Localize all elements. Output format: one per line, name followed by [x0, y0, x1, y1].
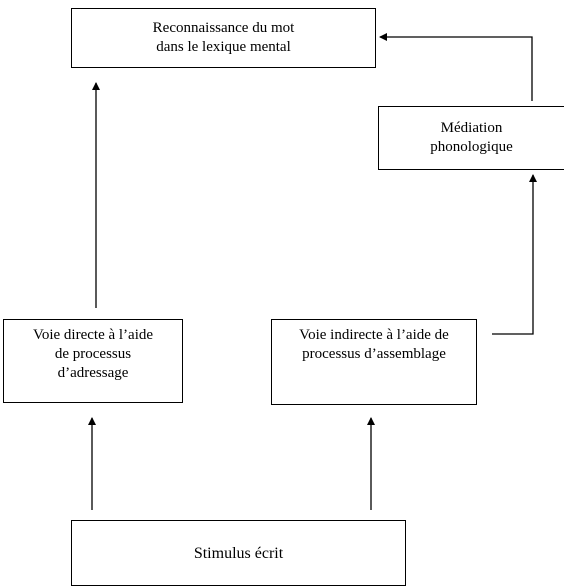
arrow-mediation-to-recognition	[380, 37, 532, 101]
direct-route-label: Voie directe à l’aide de processus d’adressage	[32, 327, 154, 381]
direct-route-box	[3, 319, 183, 403]
indirect-route-label: Voie indirecte à l’aide de processus d’assemblage	[299, 327, 449, 362]
recognition-box	[71, 8, 376, 68]
stimulus-label: Stimulus écrit	[193, 544, 284, 562]
arrow-indirect-to-mediation	[492, 175, 533, 334]
indirect-route-box	[271, 319, 477, 405]
mediation-box	[378, 106, 564, 170]
mediation-label: Médiation phonologique	[430, 120, 513, 155]
recognition-label: Reconnaissance du mot dans le lexique mental	[152, 20, 295, 55]
stimulus-box	[71, 520, 406, 586]
